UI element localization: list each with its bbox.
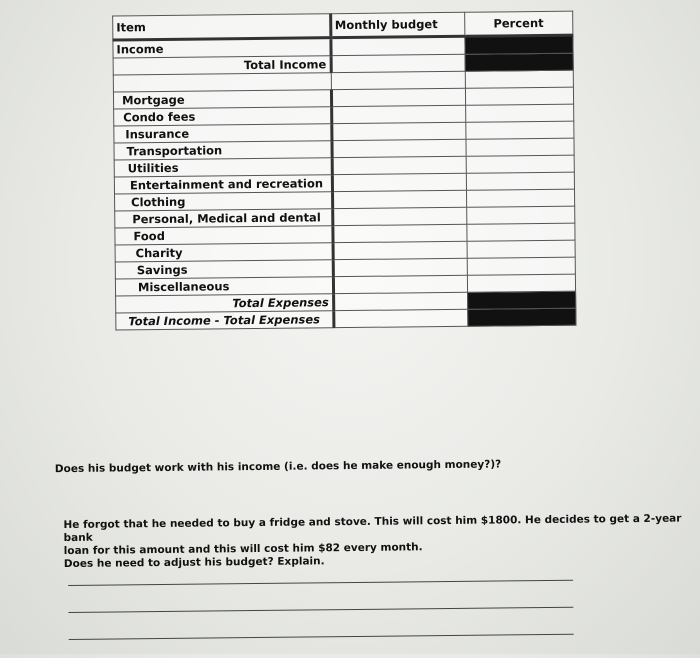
question-1: Does his budget work with his income (i.e. does he make enough money?)? (54, 458, 502, 476)
expense-percent-cell[interactable] (465, 87, 574, 105)
question-2-line-1: He forgot that he needed to buy a fridge and stove. This will cost him $1800. He decides to get a 2-year bank (63, 512, 682, 545)
question-2 (63, 512, 700, 571)
expense-label: Condo fees (114, 107, 332, 126)
expense-percent-cell[interactable] (466, 223, 575, 241)
expense-amount-cell[interactable] (332, 207, 466, 225)
expense-amount-cell[interactable] (331, 88, 465, 106)
answer-line-2[interactable] (68, 607, 573, 613)
expense-amount-cell[interactable] (332, 190, 466, 208)
expense-label: Personal, Medical and dental (115, 209, 333, 228)
total-expenses-percent-blocked (467, 291, 576, 309)
expense-amount-cell[interactable] (333, 275, 467, 293)
expense-label: Insurance (114, 124, 332, 143)
total-expenses-amount-cell[interactable] (333, 292, 467, 310)
expense-amount-cell[interactable] (332, 156, 466, 174)
income-label: Income (113, 38, 331, 58)
expense-percent-cell[interactable] (465, 104, 574, 122)
difference-label: Total Income - Total Expenses (116, 311, 334, 330)
expense-amount-cell[interactable] (332, 173, 466, 191)
expense-percent-cell[interactable] (467, 240, 576, 258)
expense-label: Mortgage (113, 90, 331, 109)
question-2-line-2: loan for this amount and this will cost him $82 every month. (63, 541, 423, 558)
total-expenses-label: Total Expenses (116, 294, 334, 313)
header-monthly-budget: Monthly budget (330, 12, 464, 37)
expense-amount-cell[interactable] (331, 105, 465, 123)
question-2-line-3: Does he need to adjust his budget? Explain. (63, 555, 325, 571)
header-item: Item (113, 14, 331, 40)
difference-amount-cell[interactable] (333, 309, 467, 327)
expense-label: Entertainment and recreation (114, 175, 332, 194)
expense-percent-cell[interactable] (466, 206, 575, 224)
answer-line-3[interactable] (69, 634, 574, 640)
expense-amount-cell[interactable] (331, 122, 465, 140)
expense-label: Transportation (114, 141, 332, 160)
expense-rows (113, 87, 575, 296)
income-amount-cell[interactable] (330, 36, 464, 55)
expense-percent-cell[interactable] (466, 189, 575, 207)
expense-amount-cell[interactable] (333, 241, 467, 259)
difference-percent-blocked (467, 308, 576, 326)
expense-amount-cell[interactable] (333, 258, 467, 276)
header-percent: Percent (464, 11, 573, 36)
expense-label: Utilities (114, 158, 332, 177)
expense-percent-cell[interactable] (467, 257, 576, 275)
expense-percent-cell[interactable] (467, 274, 576, 292)
expense-percent-cell[interactable] (466, 172, 575, 190)
difference-row (116, 308, 576, 330)
expense-percent-cell[interactable] (465, 138, 574, 156)
expense-label: Clothing (115, 192, 333, 211)
total-income-amount-cell[interactable] (331, 54, 465, 72)
expense-label: Food (115, 226, 333, 245)
expense-label: Miscellaneous (115, 277, 333, 296)
expense-amount-cell[interactable] (332, 224, 466, 242)
total-income-percent-blocked (465, 53, 574, 71)
total-income-label: Total Income (113, 56, 331, 75)
expense-label: Savings (115, 260, 333, 279)
expense-amount-cell[interactable] (332, 139, 466, 157)
answer-line-1[interactable] (68, 580, 573, 586)
income-percent-blocked (464, 35, 573, 54)
expense-label: Charity (115, 243, 333, 262)
budget-table (112, 11, 576, 331)
expense-percent-cell[interactable] (466, 155, 575, 173)
expense-percent-cell[interactable] (465, 121, 574, 139)
